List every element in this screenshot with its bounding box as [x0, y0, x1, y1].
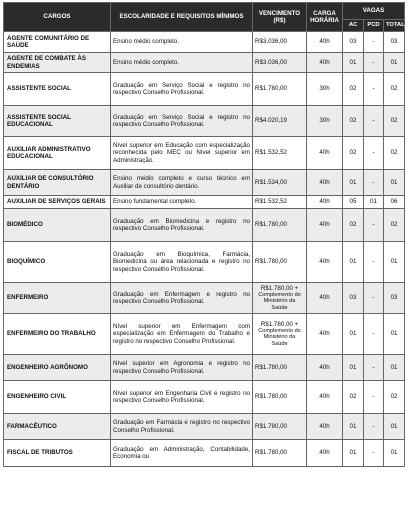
carga-horaria-cell: 40h [307, 196, 343, 209]
table-row [4, 355, 405, 381]
cargo-cell: BIOMÉDICO [4, 209, 111, 242]
table-body [4, 32, 405, 467]
vencimento-value: R$1.780,00 [255, 85, 287, 93]
vagas-ac-cell: 01 [343, 314, 364, 355]
vagas-table [3, 2, 405, 467]
vagas-total-cell: 01 [384, 314, 405, 355]
vencimento-cell [253, 283, 307, 314]
vagas-pcd-cell: - [364, 209, 384, 242]
header-carga-horaria: CARGA HORÁRIA [307, 3, 343, 32]
vencimento-value: R$1.534,00 [255, 178, 287, 186]
requisitos-cell: Ensino médio completo. [111, 32, 253, 53]
carga-horaria-cell: 40h [307, 381, 343, 414]
requisitos-cell: Ensino médio completo e curso técnico em Auxiliar de consultório dentário. [111, 170, 253, 196]
table-row [4, 283, 405, 314]
vagas-pcd-cell: - [364, 137, 384, 170]
requisitos-cell: Graduação em Serviço Social e registro no respectivo Conselho Profissional. [111, 73, 253, 106]
table-row [4, 196, 405, 209]
table-row [4, 242, 405, 283]
table-row [4, 137, 405, 170]
vagas-total-cell: 03 [384, 32, 405, 53]
carga-horaria-cell: 40h [307, 137, 343, 170]
vagas-total-cell: 01 [384, 355, 405, 381]
carga-horaria-cell: 40h [307, 209, 343, 242]
vagas-total-cell: 01 [384, 170, 405, 196]
vagas-pcd-cell: - [364, 381, 384, 414]
vencimento-value: R$3.036,00 [255, 58, 287, 66]
vencimento-cell [253, 73, 307, 106]
vagas-total-cell: 01 [384, 414, 405, 440]
requisitos-cell: Ensino médio completo. [111, 53, 253, 73]
vagas-ac-cell: 03 [343, 32, 364, 53]
carga-horaria-cell: 30h [307, 106, 343, 137]
carga-horaria-cell: 30h [307, 73, 343, 106]
header-pcd: PCD [364, 20, 384, 32]
header-ac: AC [343, 20, 364, 32]
requisitos-cell: Graduação em Bioquímica, Farmácia, Biomedicina ou área relacionada e registro no respectivo Conselho Profissional. [111, 242, 253, 283]
vencimento-value: R$1.780,00 [255, 258, 287, 266]
table-row [4, 32, 405, 53]
table-row [4, 381, 405, 414]
vagas-ac-cell: 01 [343, 53, 364, 73]
vagas-total-cell: 02 [384, 73, 405, 106]
vagas-ac-cell: 02 [343, 209, 364, 242]
vagas-total-cell: 02 [384, 209, 405, 242]
vencimento-cell [253, 137, 307, 170]
vencimento-cell [253, 170, 307, 196]
table-row [4, 414, 405, 440]
table-row [4, 53, 405, 73]
vagas-ac-cell: 02 [343, 73, 364, 106]
vencimento-cell [253, 196, 307, 209]
vagas-pcd-cell: - [364, 242, 384, 283]
cargo-cell: AUXILIAR ADMINISTRATIVO EDUCACIONAL [4, 137, 111, 170]
vagas-total-cell: 02 [384, 381, 405, 414]
vagas-ac-cell: 01 [343, 242, 364, 283]
requisitos-cell: Graduação em Serviço Social e registro no respectivo Conselho Profissional. [111, 106, 253, 137]
vencimento-value: R$1.532,52 [255, 198, 287, 206]
table-row [4, 440, 405, 467]
vencimento-cell [253, 53, 307, 73]
vagas-pcd-cell: - [364, 355, 384, 381]
table-row [4, 209, 405, 242]
vagas-total-cell: 01 [384, 440, 405, 467]
carga-horaria-cell: 40h [307, 440, 343, 467]
carga-horaria-cell: 40h [307, 355, 343, 381]
vencimento-cell [253, 355, 307, 381]
vagas-ac-cell: 01 [343, 170, 364, 196]
cargo-cell: ENFERMEIRO DO TRABALHO [4, 314, 111, 355]
vagas-total-cell: 06 [384, 196, 405, 209]
vencimento-value: R$1.780,00 [255, 363, 287, 371]
vencimento-cell [253, 440, 307, 467]
header-total: TOTAL [384, 20, 405, 32]
vagas-ac-cell: 01 [343, 414, 364, 440]
vencimento-value: R$1.780,00 + [260, 284, 299, 292]
vencimento-cell [253, 106, 307, 137]
vencimento-cell [253, 32, 307, 53]
carga-horaria-cell: 40h [307, 414, 343, 440]
cargo-cell: ENGENHEIRO CIVIL [4, 381, 111, 414]
table-header [4, 3, 405, 32]
vagas-pcd-cell: - [364, 53, 384, 73]
vencimento-cell [253, 209, 307, 242]
vencimento-cell [253, 381, 307, 414]
vagas-ac-cell: 02 [343, 381, 364, 414]
vagas-pcd-cell: - [364, 314, 384, 355]
requisitos-cell: Graduação em Farmácia e registro no respectivo Conselho Profissional. [111, 414, 253, 440]
vencimento-value: R$1.780,00 [255, 449, 287, 457]
vencimento-value: R$1.780,00 + [260, 320, 299, 328]
vagas-pcd-cell: - [364, 170, 384, 196]
requisitos-cell: Graduação em Administração, Contabilidade, Economia ou [111, 440, 253, 467]
vagas-ac-cell: 02 [343, 106, 364, 137]
cargo-cell: AGENTE DE COMBATE ÀS ENDEMIAS [4, 53, 111, 73]
vagas-total-cell: 01 [384, 242, 405, 283]
vencimento-value: R$1.780,00 [255, 221, 287, 229]
carga-horaria-cell: 40h [307, 242, 343, 283]
carga-horaria-cell: 40h [307, 32, 343, 53]
cargo-cell: ASSISTENTE SOCIAL EDUCACIONAL [4, 106, 111, 137]
vagas-pcd-cell: - [364, 73, 384, 106]
requisitos-cell: Nível superior em Educação com especialização reconhecida pelo MEC ou Nível superior em Administração. [111, 137, 253, 170]
vagas-pcd-cell: - [364, 32, 384, 53]
vagas-ac-cell: 03 [343, 283, 364, 314]
vencimento-value: R$1.780,00 [255, 422, 287, 430]
header-vencimento: VENCIMENTO (R$) [253, 3, 307, 32]
cargo-cell: AUXILIAR DE CONSULTÓRIO DENTÁRIO [4, 170, 111, 196]
requisitos-cell: Nível superior em Engenharia Civil e registro no respectivo Conselho Profissional. [111, 381, 253, 414]
table-row [4, 170, 405, 196]
vagas-pcd-cell: - [364, 440, 384, 467]
header-vagas: VAGAS [343, 3, 405, 20]
header-cargos: CARGOS [4, 3, 111, 32]
table-row [4, 106, 405, 137]
vencimento-cell [253, 314, 307, 355]
vagas-ac-cell: 05 [343, 196, 364, 209]
carga-horaria-cell: 40h [307, 170, 343, 196]
vagas-pcd-cell: - [364, 283, 384, 314]
vagas-ac-cell: 02 [343, 137, 364, 170]
header-escolaridade: ESCOLARIDADE E REQUISITOS MÍNIMOS [111, 3, 253, 32]
cargo-cell: ENGENHEIRO AGRÔNOMO [4, 355, 111, 381]
carga-horaria-cell: 40h [307, 283, 343, 314]
requisitos-cell: Nível superior em Enfermagem com especialização em Enfermagem do Trabalho e registro no respectivo Conselho Profissional. [111, 314, 253, 355]
requisitos-cell: Graduação em Enfermagem e registro no respectivo Conselho Profissional. [111, 283, 253, 314]
vencimento-value: R$3.036,00 [255, 38, 287, 46]
carga-horaria-cell: 40h [307, 314, 343, 355]
vencimento-note: Complemento do Ministério da Saúde [258, 327, 301, 347]
requisitos-cell: Nível superior em Agronomia e registro no respectivo Conselho Profissional. [111, 355, 253, 381]
cargo-cell: ASSISTENTE SOCIAL [4, 73, 111, 106]
vagas-total-cell: 01 [384, 53, 405, 73]
table-row [4, 314, 405, 355]
cargo-cell: ENFERMEIRO [4, 283, 111, 314]
vencimento-value: R$4.020,19 [255, 117, 287, 125]
vagas-total-cell: 02 [384, 137, 405, 170]
vencimento-value: R$1.532,52 [255, 149, 287, 157]
requisitos-cell: Graduação em Biomedicina e registro no respectivo Conselho Profissional. [111, 209, 253, 242]
vagas-total-cell: 03 [384, 283, 405, 314]
vagas-pcd-cell: 01 [364, 196, 384, 209]
requisitos-cell: Ensino fundamental completo. [111, 196, 253, 209]
carga-horaria-cell: 40h [307, 53, 343, 73]
vagas-pcd-cell: - [364, 106, 384, 137]
vagas-ac-cell: 01 [343, 440, 364, 467]
vencimento-cell [253, 414, 307, 440]
cargo-cell: AGENTE COMUNITÁRIO DE SAÚDE [4, 32, 111, 53]
vencimento-value: R$1.780,00 [255, 393, 287, 401]
vagas-pcd-cell: - [364, 414, 384, 440]
vagas-ac-cell: 01 [343, 355, 364, 381]
cargo-cell: FISCAL DE TRIBUTOS [4, 440, 111, 467]
vencimento-cell [253, 242, 307, 283]
vagas-total-cell: 02 [384, 106, 405, 137]
table-row [4, 73, 405, 106]
cargo-cell: BIOQUÍMICO [4, 242, 111, 283]
cargo-cell: FARMACÊUTICO [4, 414, 111, 440]
vencimento-note: Complemento do Ministério da Saúde [258, 291, 301, 311]
cargo-cell: AUXILIAR DE SERVIÇOS GERAIS [4, 196, 111, 209]
